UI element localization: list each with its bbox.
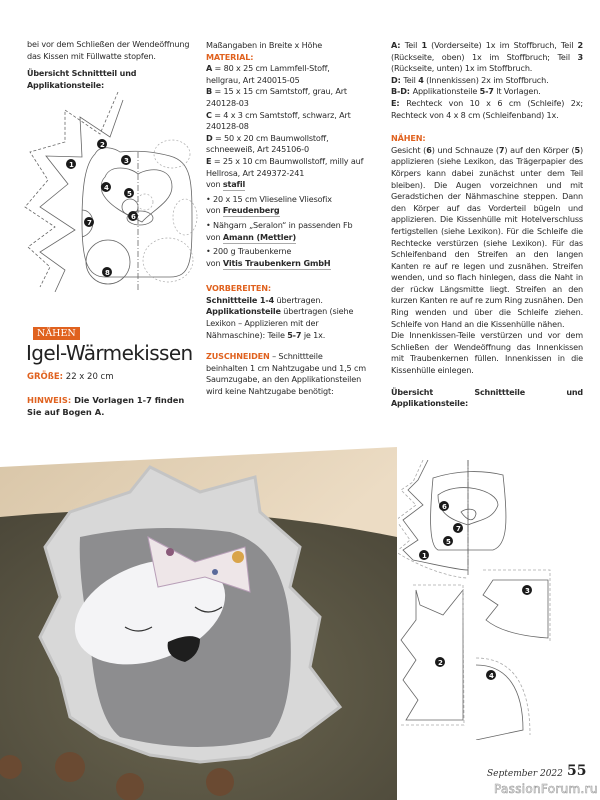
cut-intro: ZUSCHNEIDEN – Schnittteile beinhalten 1 cm Nahtzugabe und 1,5 cm Saumzugabe, an den Applikationsteilen wird keine Nahtzugabe benötigt: <box>206 351 367 397</box>
svg-text:6: 6 <box>442 503 447 511</box>
cut-item-d <box>391 75 583 87</box>
pine-cone <box>55 752 85 782</box>
piece-1-outline <box>403 460 468 570</box>
cut-item-text: 1 <box>421 40 427 50</box>
cut-item-text: 4 <box>418 74 424 85</box>
svg-text:1: 1 <box>69 161 74 169</box>
extra-supplier-1: von Freudenberg <box>206 205 280 216</box>
supplier-stafil: von stafil <box>206 179 246 190</box>
pattern-diagram-pieces <box>398 460 600 740</box>
hint-text: Die Vorlagen 1-7 finden Sie auf Bogen A. <box>27 395 185 417</box>
prep-heading: VORBEREITEN: <box>206 283 271 294</box>
pattern-diagram-overview <box>20 92 205 292</box>
category-tag: NÄHEN <box>33 327 80 340</box>
product-photo-hedgehog-cushion <box>0 437 397 800</box>
cut-item-text: (Rückseite, oben) 1x im Stoffbruch; Teil <box>391 51 578 62</box>
cut-item-key: B-D: <box>391 86 413 97</box>
svg-text:6: 6 <box>131 213 136 221</box>
extra-item-3: • 200 g Traubenkerne <box>206 246 292 257</box>
article-title: Igel-Wärmekissen <box>26 341 193 365</box>
cut-item-key: A: <box>391 40 405 50</box>
extra-item-2: • Nähgarn „Seralon“ in passenden Fb <box>206 219 353 230</box>
cut-item-text: 2 <box>577 40 583 50</box>
cut-item-text: 3 <box>577 51 583 62</box>
svg-text:5: 5 <box>127 190 132 198</box>
sew-inner-cushion: Die Innenkissen-Teile verstürzen und vor dem Schließen der Wendeöffnung das Innenkissen mit Traubenkernen füllen. Innenkissen in die Kissenhülle einlegen. <box>391 330 583 376</box>
overview-heading-2: Übersicht Schnittteile und Applikationsteile: <box>391 387 583 409</box>
cut-item-key: D: <box>391 74 404 85</box>
material-d: D = 50 x 20 cm Baumwollstoff, schneeweiß, Art 245106-0 <box>206 132 329 155</box>
column-1 <box>27 39 197 91</box>
cut-item-bd <box>391 86 583 98</box>
extra-supplier-2: von Amann (Mettler) <box>206 231 297 242</box>
cut-item-text: (Vorderseite) 1x im Stoffbruch, Teil <box>426 40 578 50</box>
svg-text:8: 8 <box>105 269 110 277</box>
material-b: B = 15 x 15 cm Samtstoff, grau, Art 240128-03 <box>206 86 347 108</box>
intro-text: bei vor dem Schließen der Wendeöffnung das Kissen mit Füllwatte stopfen. <box>27 39 190 61</box>
sew-heading: NÄHEN: <box>391 133 426 144</box>
cut-item-e <box>391 98 583 121</box>
material-heading: MATERIAL: <box>206 51 254 62</box>
cut-item-text: 5-7 <box>479 86 494 97</box>
cut-item-text: (Rückseite, unten) 1x im Stoffbruch. <box>391 63 533 74</box>
size-value: 22 x 20 cm <box>65 372 114 382</box>
spike-outline <box>40 100 123 292</box>
hint-label: HINWEIS: <box>27 395 72 405</box>
size-label: GRÖßE: <box>27 372 64 382</box>
material-a: A = 80 x 25 cm Lammfell-Stoff, hellgrau, Art 240015-05 <box>206 63 330 85</box>
column-3 <box>391 40 583 410</box>
material-e: E = 25 x 10 cm Baumwollstoff, milly auf Hellrosa, Art 249372-241 <box>206 155 364 178</box>
hedgehog-photo-illustration <box>0 437 397 800</box>
diagram-labels <box>66 139 138 277</box>
cut-item-key: E: <box>391 97 407 108</box>
dims-note: Maßangaben in Breite x Höhe <box>206 40 323 50</box>
cut-item-text: Rechteck von 10 x 6 cm (Schleife) 2x; Rechteck von 4 x 8 cm (Schleifenband) 1x. <box>391 97 583 120</box>
svg-text:2: 2 <box>100 141 105 149</box>
cut-item-text: (Innenkissen) 2x im Stoffbruch. <box>423 74 549 85</box>
issue-date: September 2022 <box>487 769 563 779</box>
svg-text:7: 7 <box>456 525 461 533</box>
pine-cone <box>206 768 234 796</box>
size-line <box>27 372 114 382</box>
body-outline <box>82 148 192 277</box>
piece-3-outline <box>483 580 548 638</box>
hint <box>27 394 197 418</box>
piece-2-outline <box>401 590 463 720</box>
pine-cone <box>116 773 144 800</box>
overview-heading-1: Übersicht Schnittteil und Applikationsteile: <box>27 69 137 90</box>
svg-text:3: 3 <box>525 587 530 595</box>
sew-instructions: Gesicht (6) und Schnauze (7) auf den Körper (5) applizieren (siehe Lexikon, das Trägerpapier des Körpers kann dabei zunächst unter dem Teil bleiben). Die Augen vorzeichnen und mit Geradstichen der Nähmaschine steppen. Dann den Körper auf das Vorderteil bügeln und applizieren. Die Kissenhülle mit Hotelverschluss fertigstellen (siehe Lexikon). Für die Schleife die Rechtecke verstürzen (siehe Lexikon). Für das Schleifenband den Streifen an den langen Kanten re auf re legen und zusnähen. Streifen wenden, und so flach hinlegen, dass die Naht in der rückw Längsmitte liegt. Streifen an den kurzen Kanten re auf re zum Ring zusnähen. Den Ring wenden und über die Schleife ziehen. Schleife von Hand an die Kissenhülle nähen. <box>391 144 583 329</box>
prep-step-2: Applikationsteile übertragen (siehe Lexikon – Applizieren mit der Nähmaschine): Teile 5-7 je 1x. <box>206 306 354 340</box>
cut-item-text: Teil <box>404 40 422 50</box>
svg-text:3: 3 <box>124 157 129 165</box>
extra-item-1: • 20 x 15 cm Vlieseline Vliesofix <box>206 193 332 204</box>
svg-text:1: 1 <box>422 552 427 560</box>
cut-item-text: Applikationsteile <box>412 86 480 97</box>
cut-item-text: lt Vorlagen. <box>493 86 541 97</box>
page-number: 55 <box>567 763 587 779</box>
svg-text:5: 5 <box>446 538 451 546</box>
svg-text:4: 4 <box>104 184 109 192</box>
cut-item-text: Teil <box>403 74 419 85</box>
extra-supplier-3: von Vitis Traubenkern GmbH <box>206 257 331 268</box>
column-2 <box>206 40 366 398</box>
diagram-labels-2 <box>419 501 532 680</box>
prep-step-1: Schnittteile 1-4 übertragen. <box>206 294 323 305</box>
svg-text:2: 2 <box>438 659 443 667</box>
material-c: C = 4 x 3 cm Samtstoff, schwarz, Art 240128-08 <box>206 109 351 132</box>
svg-text:4: 4 <box>489 672 494 680</box>
svg-text:7: 7 <box>87 219 92 227</box>
cut-item-a <box>391 40 583 75</box>
watermark: PassionForum.ru <box>494 782 598 796</box>
